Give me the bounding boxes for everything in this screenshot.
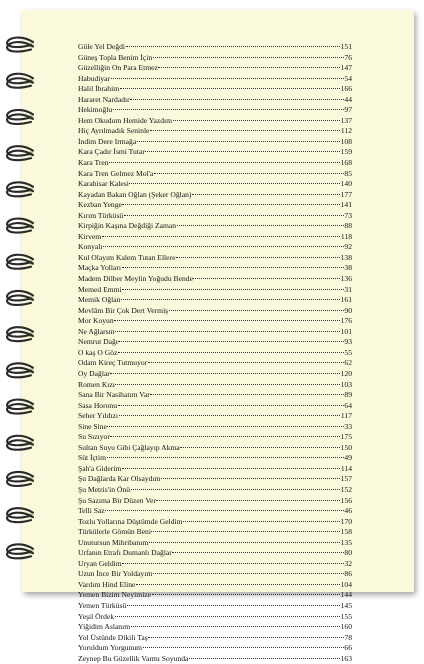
toc-entry <box>78 622 352 633</box>
spiral-binding <box>0 0 50 600</box>
toc-entry-title: Hiç Ayrılmadık Seninle <box>78 126 150 136</box>
toc-entry-title: Güneş Topla Benim İçin <box>78 52 153 62</box>
dot-leader <box>110 436 340 437</box>
toc-entry-page: 78 <box>344 632 352 642</box>
toc-entry <box>78 369 352 380</box>
toc-entry <box>78 158 352 169</box>
toc-entry <box>78 348 352 359</box>
dot-leader <box>131 489 341 490</box>
toc-entry-page: 170 <box>340 516 352 526</box>
toc-entry <box>78 337 352 348</box>
dot-leader <box>122 267 344 268</box>
toc-entry <box>78 95 352 106</box>
dot-leader <box>172 552 344 553</box>
toc-entry-title: Şu Sazıma Bir Düzen Ver <box>78 495 156 505</box>
toc-entry-page: 76 <box>344 52 352 62</box>
dot-leader <box>176 257 340 258</box>
toc-entry <box>78 306 352 317</box>
spiral-ring <box>7 110 34 124</box>
toc-entry <box>78 569 352 580</box>
toc-entry <box>78 527 352 538</box>
dot-leader <box>122 289 344 290</box>
toc-entry <box>78 84 352 95</box>
dot-leader <box>153 573 344 574</box>
toc-entry <box>78 401 352 412</box>
dot-leader <box>121 299 340 300</box>
dot-leader <box>149 542 340 543</box>
toc-entry <box>78 474 352 485</box>
toc-entry-title: Yemen Türküsü <box>78 600 127 610</box>
toc-entry <box>78 432 352 443</box>
dot-leader <box>120 88 340 89</box>
toc-entry <box>78 443 352 454</box>
toc-entry-page: 112 <box>340 126 352 136</box>
toc-entry-page: 155 <box>340 611 352 621</box>
toc-entry <box>78 137 352 148</box>
dot-leader <box>118 341 344 342</box>
toc-entry <box>78 221 352 232</box>
toc-entry-title: Yoruldum Yorgunum <box>78 643 143 653</box>
dot-leader <box>130 99 344 100</box>
toc-entry <box>78 63 352 74</box>
toc-entry-page: 138 <box>340 252 352 262</box>
toc-entry-title: Urfanın Etrafı Dumanlı Dağlar <box>78 548 172 558</box>
toc-entry-title: Tozlu Yollarına Düştümde Geldim <box>78 516 183 526</box>
spiral-ring <box>7 219 34 233</box>
toc-entry-title: Kirvem <box>78 231 102 241</box>
dot-leader <box>150 394 344 395</box>
dot-leader <box>154 173 344 174</box>
toc-entry-title: Romen Kızı <box>78 379 115 389</box>
toc-entry-title: Madem Dilber Meylin Yoğudu Bende <box>78 274 193 284</box>
toc-entry <box>78 590 352 601</box>
dot-leader <box>192 194 340 195</box>
toc-entry-page: 44 <box>344 94 352 104</box>
toc-entry-page: 103 <box>340 379 352 389</box>
toc-entry-title: Şah'a Giderim <box>78 463 122 473</box>
toc-entry-page: 55 <box>344 347 352 357</box>
dot-leader <box>103 246 344 247</box>
toc-entry-title: Karahisar Kalesi <box>78 179 129 189</box>
toc-entry <box>78 105 352 116</box>
toc-entry <box>78 380 352 391</box>
spiral-ring <box>7 182 34 196</box>
toc-entry <box>78 211 352 222</box>
dot-leader <box>129 183 340 184</box>
toc-entry <box>78 506 352 517</box>
toc-entry-title: Konyalı <box>78 242 103 252</box>
toc-entry <box>78 179 352 190</box>
toc-entry-title: Hararet Nardadır <box>78 94 130 104</box>
spiral-ring <box>7 436 34 450</box>
dot-leader <box>189 658 340 659</box>
toc-entry <box>78 422 352 433</box>
spiral-ring <box>7 472 34 486</box>
toc-entry-title: O kaş O Göz <box>78 347 118 357</box>
dot-leader <box>115 616 340 617</box>
toc-entry-page: 160 <box>340 622 352 632</box>
dot-leader <box>107 457 344 458</box>
toc-entry-page: 120 <box>340 368 352 378</box>
toc-entry <box>78 147 352 158</box>
spiral-ring <box>7 291 34 305</box>
toc-entry-title: Sine Sine <box>78 421 107 431</box>
toc-entry <box>78 42 352 53</box>
dot-leader <box>107 426 344 427</box>
toc-entry-page: 118 <box>340 231 352 241</box>
dot-leader <box>110 373 340 374</box>
spiral-ring <box>7 38 34 52</box>
toc-entry-page: 73 <box>344 210 352 220</box>
spiral-ring <box>7 508 34 522</box>
dot-leader <box>122 204 340 205</box>
toc-entry-page: 135 <box>340 537 352 547</box>
dot-leader <box>169 310 344 311</box>
toc-entry-page: 32 <box>344 558 352 568</box>
dot-leader <box>151 531 340 532</box>
toc-entry <box>78 612 352 623</box>
toc-entry-page: 144 <box>340 590 352 600</box>
toc-entry-page: 150 <box>340 442 352 452</box>
toc-entry-page: 163 <box>340 653 352 663</box>
toc-entry-title: Halil İbrahim <box>78 84 120 94</box>
spiral-ring <box>7 74 34 88</box>
dot-leader <box>109 162 340 163</box>
dot-leader <box>124 215 344 216</box>
toc-entry-page: 62 <box>344 358 352 368</box>
toc-entry-page: 147 <box>340 63 352 73</box>
toc-entry-title: Yiğidim Aslanım <box>78 622 131 632</box>
toc-entry-title: Kara Tren <box>78 158 109 168</box>
toc-entry-page: 97 <box>344 105 352 115</box>
toc-entry-page: 38 <box>344 263 352 273</box>
toc-entry-title: Oy Dağlar <box>78 368 110 378</box>
spiral-ring <box>7 544 34 558</box>
dot-leader <box>148 637 344 638</box>
toc-entry-page: 145 <box>340 600 352 610</box>
dot-leader <box>114 320 340 321</box>
toc-entry <box>78 232 352 243</box>
dot-leader <box>183 521 340 522</box>
toc-entry-title: Güzelliğin On Para Etmez <box>78 63 158 73</box>
toc-entry-page: 157 <box>340 474 352 484</box>
toc-entry <box>78 253 352 264</box>
toc-entry-title: Unutursun Mihribanım <box>78 537 149 547</box>
spiral-ring <box>7 146 34 160</box>
toc-entry-title: Hem Okudum Hemide Yazdım <box>78 115 173 125</box>
toc-entry-title: Şu Dağlarda Kar Olsaydım <box>78 474 161 484</box>
toc-entry-page: 158 <box>340 527 352 537</box>
toc-entry-page: 88 <box>344 221 352 231</box>
toc-entry-page: 54 <box>344 73 352 83</box>
toc-entry-page: 114 <box>340 463 352 473</box>
toc-entry <box>78 190 352 201</box>
toc-entry-page: 89 <box>344 390 352 400</box>
toc-entry-title: Su Sızıyor <box>78 432 110 442</box>
toc-entry <box>78 411 352 422</box>
dot-leader <box>136 584 340 585</box>
toc-entry-page: 93 <box>344 337 352 347</box>
toc-entry-page: 151 <box>340 42 352 51</box>
toc-entry-title: Maçka Yolları <box>78 263 122 273</box>
toc-entry-page: 152 <box>340 484 352 494</box>
toc-entry-page: 64 <box>344 400 352 410</box>
toc-entry-title: Yol Üstünde Dikili Taş <box>78 632 148 642</box>
dot-leader <box>177 225 344 226</box>
dot-leader <box>118 352 344 353</box>
toc-entry-title: Zeynep Bu Güzellik Varmı Soyunda <box>78 653 189 663</box>
toc-entry-page: 117 <box>340 411 352 421</box>
toc-entry-page: 46 <box>344 506 352 516</box>
toc-entry-page: 85 <box>344 168 352 178</box>
toc-entry <box>78 580 352 591</box>
spiral-ring <box>7 327 34 341</box>
toc-entry-title: Telli Saz <box>78 506 105 516</box>
toc-entry-title: Uzun İnce Bir Yoldayım <box>78 569 153 579</box>
toc-entry <box>78 601 352 612</box>
toc-entry <box>78 53 352 64</box>
toc-entry-title: Sultan Suyu Gibi Çağlayıp Akma <box>78 442 180 452</box>
toc-entry <box>78 485 352 496</box>
dot-leader <box>131 626 341 627</box>
toc-entry-page: 31 <box>344 284 352 294</box>
dot-leader <box>137 141 340 142</box>
toc-entry <box>78 169 352 180</box>
toc-entry-page: 136 <box>340 274 352 284</box>
toc-entry-page: 168 <box>340 158 352 168</box>
toc-entry-title: Kul Olayım Kalem Tutan Ellere <box>78 252 176 262</box>
toc-entry-title: Mevlâm Bir Çok Dert Vermiş <box>78 305 169 315</box>
toc-entry <box>78 358 352 369</box>
toc-entry <box>78 633 352 644</box>
toc-entry <box>78 295 352 306</box>
toc-entry-page: 80 <box>344 548 352 558</box>
toc-entry <box>78 643 352 654</box>
dot-leader <box>145 151 340 152</box>
toc-entry-title: Kayadan Bakan Oğlan (Şeker Oğlan) <box>78 189 192 199</box>
toc-entry-page: 141 <box>340 200 352 210</box>
toc-entry <box>78 464 352 475</box>
toc-entry-page: 166 <box>340 84 352 94</box>
toc-entry-page: 66 <box>344 643 352 653</box>
toc-entry-title: Sasa Horonu <box>78 400 118 410</box>
toc-entry-title: Güle Yel Değdi <box>78 42 126 51</box>
dot-leader <box>152 594 341 595</box>
toc-entry-page: 108 <box>340 136 352 146</box>
toc-entry-title: Odam Kireç Tutmuyor <box>78 358 148 368</box>
toc-entry <box>78 263 352 274</box>
toc-entry-title: Habudiyar <box>78 73 111 83</box>
toc-entry-title: Kirpiğin Kaşına Değdiği Zaman <box>78 221 177 231</box>
dot-leader <box>105 510 344 511</box>
dot-leader <box>180 447 340 448</box>
dot-leader <box>173 120 341 121</box>
toc-entry-title: Vardım Hind Eline <box>78 579 136 589</box>
toc-entry-title: Yemen Bizim Neyimize <box>78 590 152 600</box>
toc-entry-page: 104 <box>340 579 352 589</box>
toc-entry-page: 101 <box>340 326 352 336</box>
toc-entry-page: 137 <box>340 115 352 125</box>
toc-entry-title: İndim Dere Irmağa <box>78 136 137 146</box>
spiral-ring <box>7 255 34 269</box>
toc-entry <box>78 74 352 85</box>
dot-leader <box>143 647 344 648</box>
toc-entry-page: 175 <box>340 432 352 442</box>
toc-entry-title: Kara Tren Gelmez Mol'a <box>78 168 154 178</box>
toc-entry-page: 86 <box>344 569 352 579</box>
toc-entry-page: 140 <box>340 179 352 189</box>
toc-entry <box>78 327 352 338</box>
dot-leader <box>113 109 344 110</box>
toc-entry <box>78 548 352 559</box>
toc-entry-title: Uryan Geldim <box>78 558 122 568</box>
dot-leader <box>158 67 340 68</box>
toc-entry-page: 161 <box>340 295 352 305</box>
toc-entry-title: Kara Çadır İsmi Tutar <box>78 147 145 157</box>
dot-leader <box>102 236 341 237</box>
toc-entry <box>78 242 352 253</box>
toc-entry-title: Yeşil Ördek <box>78 611 115 621</box>
toc-entry <box>78 316 352 327</box>
dot-leader <box>153 57 344 58</box>
toc-entry-page: 49 <box>344 453 352 463</box>
toc-entry-page: 177 <box>340 189 352 199</box>
toc-entry-title: Türkülerle Gömün Beni <box>78 527 151 537</box>
toc-entry <box>78 538 352 549</box>
spiral-ring <box>7 400 34 414</box>
toc-entry-title: Mor Koyun <box>78 316 114 326</box>
toc-entry <box>78 453 352 464</box>
toc-entry-title: Memik Oğlan <box>78 295 121 305</box>
toc-entry-page: 176 <box>340 316 352 326</box>
dot-leader <box>122 468 341 469</box>
toc-entry-title: Süt İçtim <box>78 453 107 463</box>
toc-entry-title: Nemrut Dağı <box>78 337 118 347</box>
toc-entry <box>78 126 352 137</box>
toc-entry-page: 156 <box>340 495 352 505</box>
dot-leader <box>127 605 340 606</box>
dot-leader <box>150 130 340 131</box>
toc-entry-title: Memed Emmi <box>78 284 122 294</box>
toc-entry <box>78 496 352 507</box>
dot-leader <box>156 500 340 501</box>
table-of-contents <box>78 42 352 664</box>
toc-entry <box>78 285 352 296</box>
dot-leader <box>115 384 340 385</box>
toc-entry <box>78 116 352 127</box>
toc-entry-title: Şu Metris'in Önü <box>78 484 130 494</box>
toc-entry-page: 90 <box>344 305 352 315</box>
dot-leader <box>115 331 340 332</box>
spiral-ring <box>7 363 34 377</box>
toc-entry-title: Kezban Yenge <box>78 200 122 210</box>
toc-entry <box>78 654 352 664</box>
toc-entry <box>78 274 352 285</box>
toc-entry-page: 33 <box>344 421 352 431</box>
toc-entry-page: 92 <box>344 242 352 252</box>
dot-leader <box>111 78 344 79</box>
dot-leader <box>161 478 340 479</box>
dot-leader <box>148 362 344 363</box>
dot-leader <box>193 278 340 279</box>
toc-entry-title: Hekimoğlu <box>78 105 113 115</box>
toc-entry-page: 159 <box>340 147 352 157</box>
toc-entry-title: Seher Yıldızı <box>78 411 118 421</box>
toc-entry <box>78 559 352 570</box>
toc-entry-title: Ne Ağlarsın <box>78 326 115 336</box>
toc-entry <box>78 390 352 401</box>
dot-leader <box>119 415 341 416</box>
toc-entry-title: Sana Bir Nasihatım Var <box>78 390 150 400</box>
toc-entry-title: Kırım Türküsü <box>78 210 124 220</box>
dot-leader <box>126 46 341 47</box>
dot-leader <box>118 405 344 406</box>
toc-entry <box>78 200 352 211</box>
toc-entry <box>78 517 352 528</box>
dot-leader <box>122 563 344 564</box>
